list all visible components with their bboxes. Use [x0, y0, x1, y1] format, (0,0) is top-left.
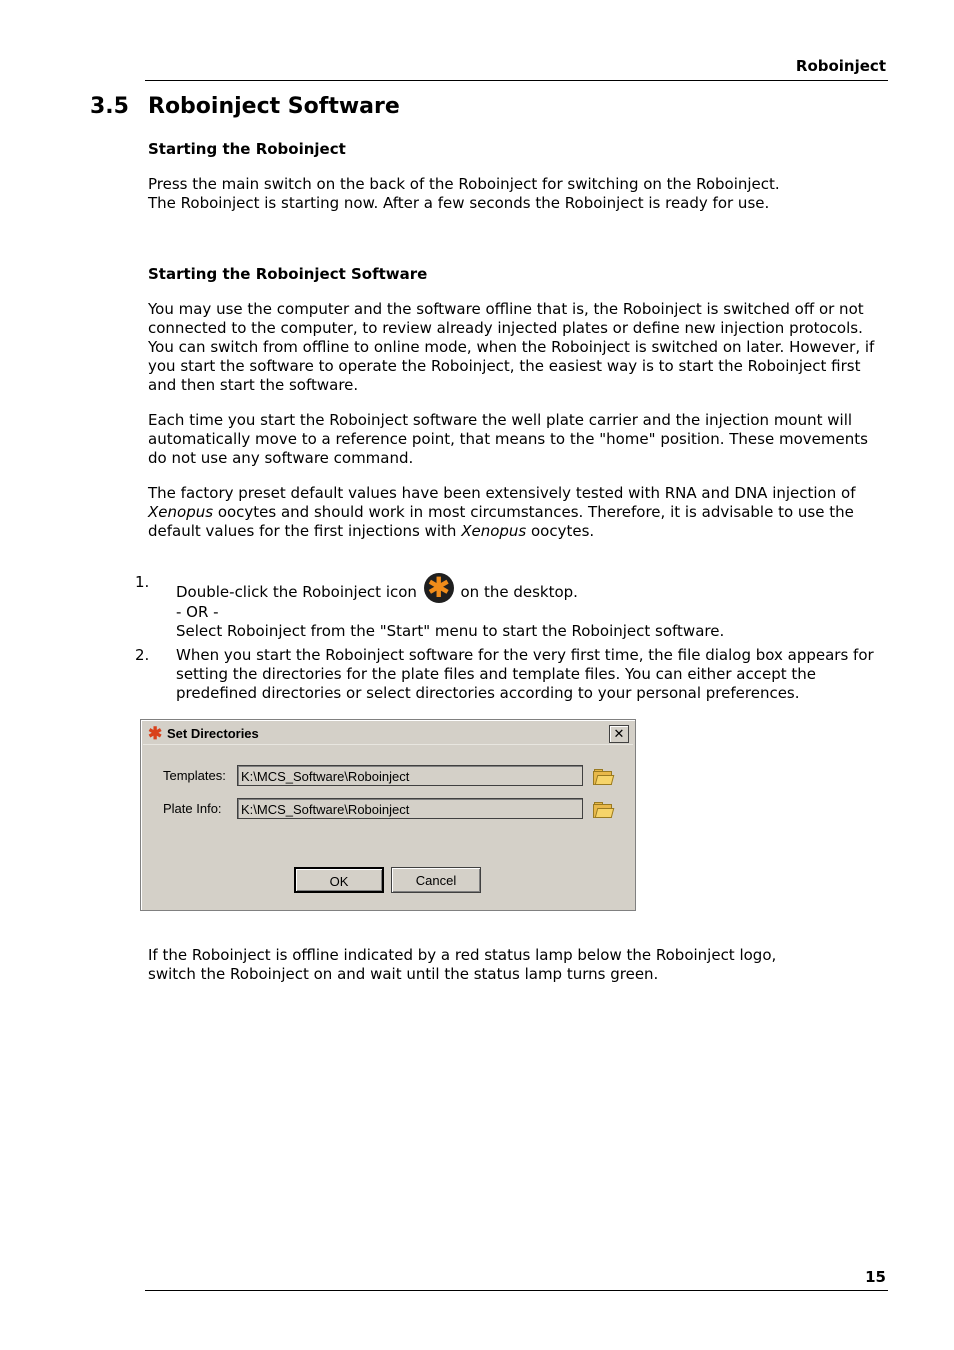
software-p1: You may use the computer and the software offline that is, the Roboinject is switched off or not connected to the computer, to review already injected plates or define new injection protocols. You can switch from offline to online mode, when the Roboinject is switched on later. However, if you start the software to operate the Roboinject, the easiest way is to start the Roboinject first and then start the software. — [148, 300, 875, 394]
starting-paragraph — [148, 175, 878, 213]
subheading-starting: Starting the Roboinject — [148, 140, 346, 158]
p3-xenopus-2: Xenopus — [461, 522, 527, 540]
starting-line-1: Press the main switch on the back of the Roboinject for switching on the Roboinject. — [148, 175, 780, 193]
offline-note — [148, 946, 878, 984]
step-2-number: 2. — [135, 646, 150, 664]
offline-note-line-2: switch the Roboinject on and wait until the status lamp turns green. — [148, 965, 659, 983]
subheading-software: Starting the Roboinject Software — [148, 265, 428, 283]
plate-info-path-field[interactable]: K:\MCS_Software\Roboinject — [237, 798, 583, 819]
starting-line-2: The Roboinject is starting now. After a few seconds the Roboinject is ready for use. — [148, 194, 770, 212]
p3-text-a: The factory preset default values have been extensively tested with RNA and DNA injection of — [148, 484, 856, 502]
step-1-text-b: on the desktop. — [460, 583, 578, 601]
step-1-text-a: Double-click the Roboinject icon — [176, 583, 417, 601]
section-number: 3.5 — [90, 94, 129, 119]
step-1-line-2: - OR - — [176, 603, 219, 621]
p3-text-e: oocytes. — [526, 522, 595, 540]
dialog-title: Set Directories — [167, 726, 259, 741]
offline-note-line-1: If the Roboinject is offline indicated by a red status lamp below the Roboinject logo, — [148, 946, 777, 964]
running-header: Roboinject — [795, 57, 886, 75]
step-1 — [176, 573, 876, 641]
footer-rule — [145, 1290, 888, 1291]
set-directories-dialog — [140, 719, 636, 911]
p3-xenopus-1: Xenopus — [148, 503, 214, 521]
software-paragraph-1 — [148, 300, 878, 395]
folder-open-icon[interactable] — [593, 768, 611, 784]
p3-text-c: oocytes and should work in most circumstances. Therefore, it is advisable to use the default values for the first injections with — [148, 503, 854, 540]
step-1-number: 1. — [135, 573, 150, 591]
software-p2: Each time you start the Roboinject software the well plate carrier and the injection mount will automatically move to a reference point, that means to the "home" position. These movements do not use any software command. — [148, 411, 868, 467]
cancel-button[interactable]: Cancel — [391, 867, 481, 893]
plate-info-label: Plate Info: — [163, 801, 222, 816]
dialog-title-bar — [143, 722, 633, 745]
ok-button[interactable]: OK — [294, 867, 384, 893]
roboinject-title-icon: ✱ — [148, 724, 163, 743]
templates-path-field[interactable]: K:\MCS_Software\Roboinject — [237, 765, 583, 786]
step-2-text: When you start the Roboinject software for the very first time, the file dialog box appears for setting the directories for the plate files and template files. You can either accept the predefined directories or select directories according to your personal preferences. — [176, 646, 874, 702]
page-number: 15 — [865, 1268, 886, 1286]
software-paragraph-2 — [148, 411, 878, 468]
step-1-line-3: Select Roboinject from the "Start" menu to start the Roboinject software. — [176, 622, 725, 640]
section-title: Roboinject Software — [148, 94, 400, 119]
software-paragraph-3 — [148, 484, 878, 541]
templates-label: Templates: — [163, 768, 226, 783]
folder-open-icon[interactable] — [593, 801, 611, 817]
software-p3 — [148, 484, 878, 541]
header-rule — [145, 80, 888, 81]
roboinject-app-icon[interactable]: ✱ — [424, 573, 454, 603]
step-2 — [176, 646, 876, 703]
close-button[interactable]: ✕ — [609, 725, 629, 743]
step-1-line-1 — [176, 573, 876, 603]
